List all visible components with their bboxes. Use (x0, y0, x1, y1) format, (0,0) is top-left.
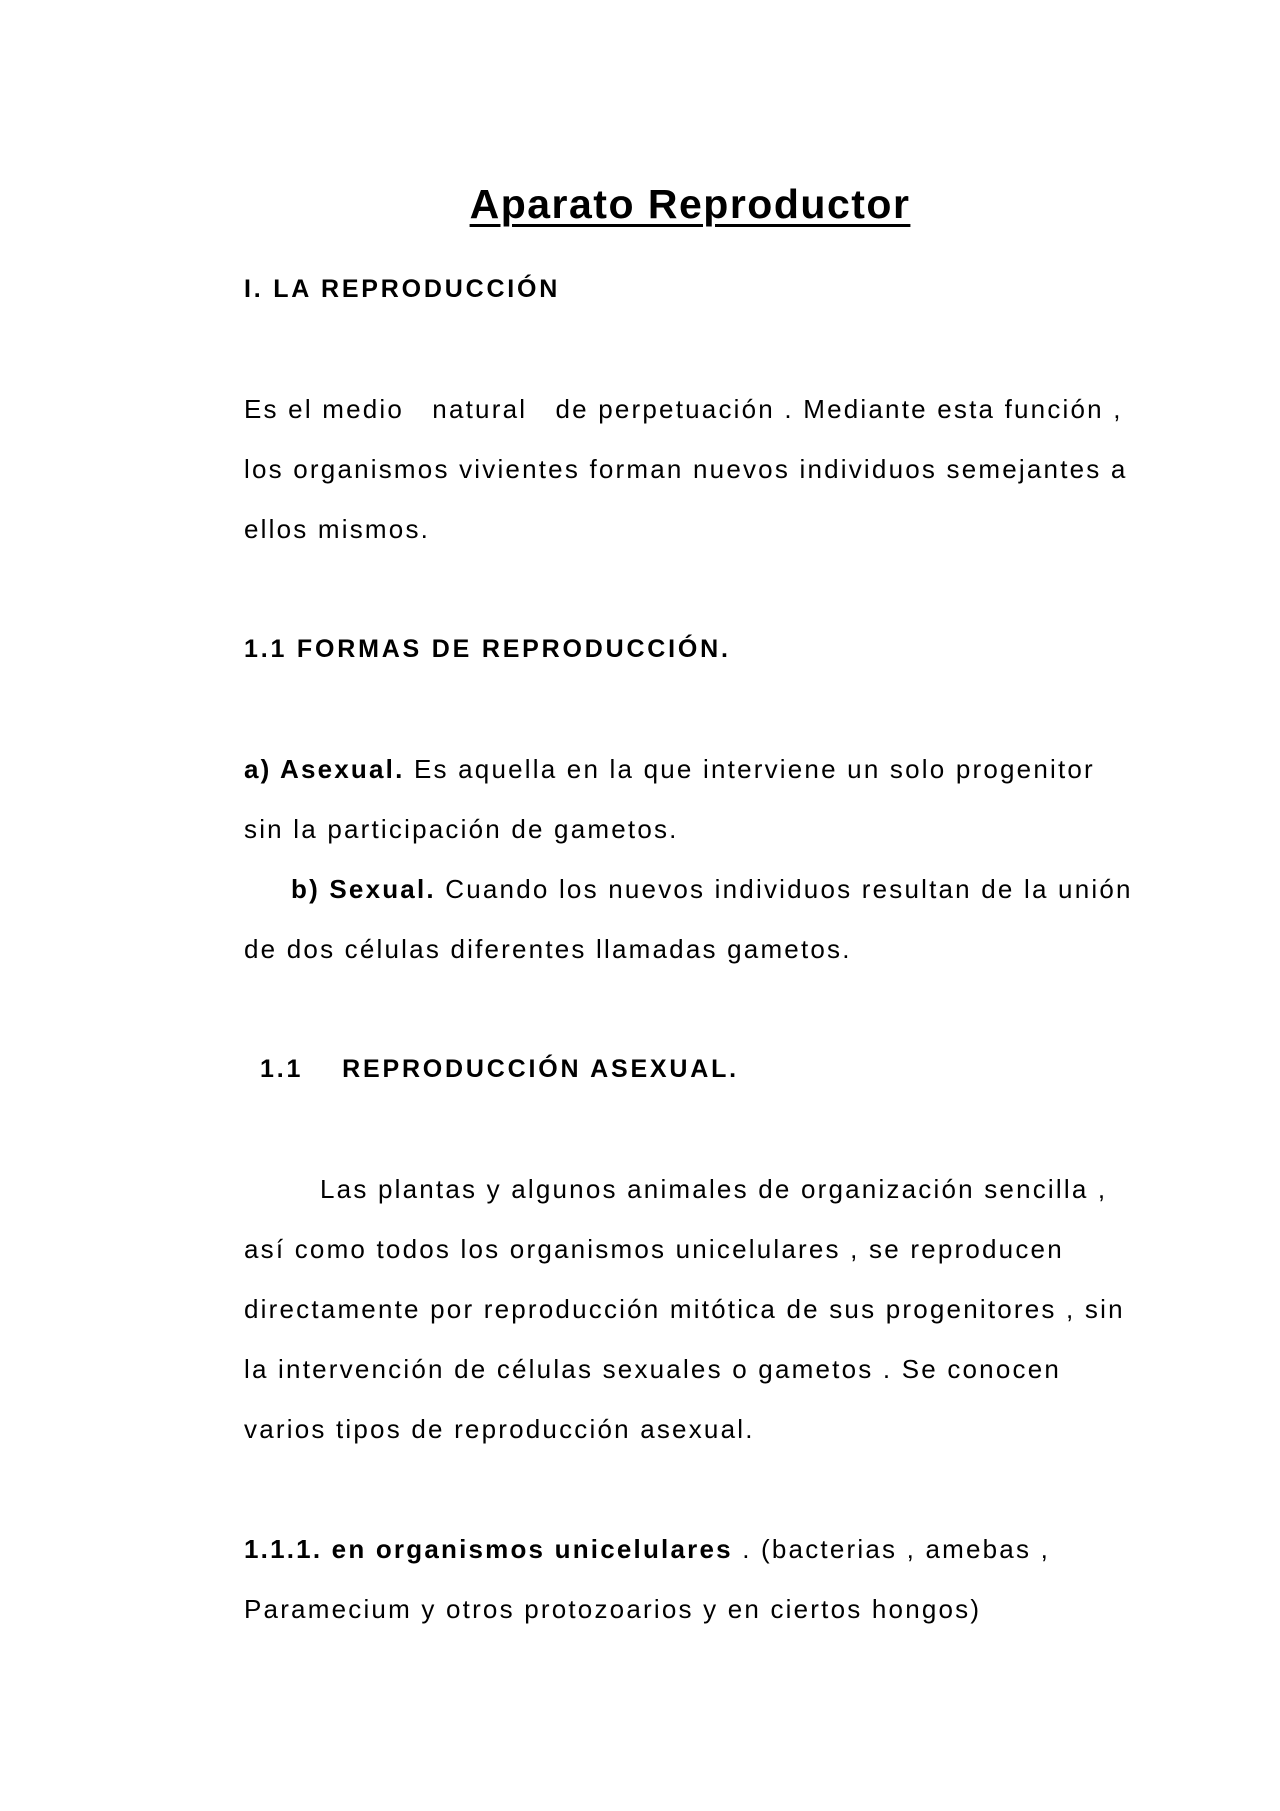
list-item-continuation: sin la participación de gametos. (244, 814, 679, 844)
paragraph-line: varios tipos de reproducción asexual. (244, 1414, 755, 1444)
subsection-label: 1.1.1. en organismos unicelulares (244, 1534, 733, 1564)
paragraph-line: ellos mismos. (244, 514, 431, 544)
list-item-text: Cuando los nuevos individuos resultan de la unión (435, 874, 1133, 904)
section-heading-reproduccion: I. LA REPRODUCCIÓN (244, 275, 561, 303)
list-item-text: Es aquella en la que interviene un solo progenitor (404, 754, 1095, 784)
list-item-sexual (291, 872, 1133, 906)
list-item-label: b) Sexual. (291, 874, 436, 904)
paragraph-line: Paramecium y otros protozoarios y en ciertos hongos) (244, 1594, 982, 1624)
paragraph-line: la intervención de células sexuales o gametos . Se conocen (244, 1354, 1062, 1384)
list-item-continuation: de dos células diferentes llamadas gametos. (244, 934, 852, 964)
list-item-label: a) Asexual. (244, 754, 405, 784)
section-heading-formas: 1.1 FORMAS DE REPRODUCCIÓN. (244, 635, 731, 663)
subsection-text: . (bacterias , amebas , (732, 1534, 1051, 1564)
list-item-asexual (244, 752, 1095, 786)
paragraph-line: directamente por reproducción mitótica de sus progenitores , sin (244, 1294, 1125, 1324)
document-title: Aparato Reproductor (469, 181, 911, 227)
section-heading-asexual: 1.1 REPRODUCCIÓN ASEXUAL. (260, 1055, 739, 1083)
paragraph-line: así como todos los organismos unicelulares , se reproducen (244, 1234, 1064, 1264)
paragraph-line: los organismos vivientes forman nuevos individuos semejantes a (244, 454, 1128, 484)
paragraph-line: Las plantas y algunos animales de organización sencilla , (320, 1174, 1108, 1204)
paragraph-line: Es el medio natural de perpetuación . Mediante esta función , (244, 394, 1123, 424)
subsection-unicelulares (244, 1532, 1050, 1566)
